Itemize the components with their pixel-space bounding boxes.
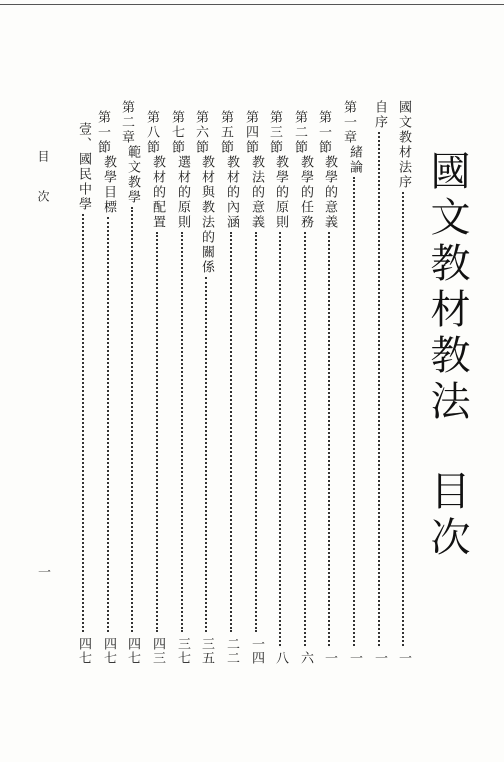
toc-entry-chapter: 第四節: [243, 110, 258, 155]
running-head: 目 次: [36, 150, 50, 214]
toc-entry[interactable]: [119, 100, 140, 665]
toc-entry-chapter: 第一節: [95, 110, 110, 155]
toc-entry[interactable]: [169, 110, 190, 665]
toc-entry[interactable]: [144, 110, 165, 665]
toc-leader: [378, 132, 380, 646]
toc-entry-title: 教材與教法的關係: [199, 155, 214, 275]
toc-entry-title: 教法的意義: [249, 155, 264, 230]
toc-entry-title: 國文教材法序: [396, 100, 411, 190]
toc-leader: [156, 232, 158, 632]
toc-leader: [402, 192, 404, 646]
toc-entry-chapter: 第一章: [341, 100, 356, 145]
toc-entry[interactable]: [95, 110, 116, 665]
toc-entry[interactable]: [371, 100, 387, 665]
toc-entry-page: 三七: [175, 637, 190, 665]
toc-entry-chapter: 第三節: [267, 110, 282, 155]
toc-leader: [353, 177, 355, 646]
toc-entry[interactable]: [75, 122, 91, 665]
toc-entry-title: 教學的任務: [298, 155, 313, 230]
toc-entry-page: 一: [347, 651, 362, 665]
toc-entry-page: 三五: [199, 637, 214, 665]
toc-entry-page: 二二: [224, 637, 239, 665]
toc-entry-title: 自序: [372, 100, 387, 130]
toc-entry-title: 教材的內涵: [224, 155, 239, 230]
toc-leader: [255, 232, 257, 632]
toc-entry-chapter: 第七節: [169, 110, 184, 155]
toc-leader: [107, 217, 109, 632]
toc-entry[interactable]: [193, 110, 214, 665]
toc-entry-page: 四三: [150, 637, 165, 665]
toc-entry[interactable]: [292, 110, 313, 665]
toc-entry-chapter: 第一節: [316, 110, 331, 155]
toc-entry-page: 八: [273, 651, 288, 665]
toc-entry-title: 教材的配置: [150, 155, 165, 230]
toc-entry-title: 範文教學: [125, 145, 140, 205]
contents-heading: 目次: [424, 470, 470, 562]
toc-entry-chapter: 第八節: [144, 110, 159, 155]
page-title: [424, 150, 470, 562]
toc-leader: [82, 214, 84, 632]
toc-entry-page: 四七: [76, 637, 91, 665]
toc-leader: [181, 232, 183, 632]
toc-entry-title: 壹、國民中學: [76, 122, 91, 212]
toc-entry[interactable]: [341, 100, 362, 665]
toc-entry-page: 一: [396, 651, 411, 665]
toc-entry-chapter: 第五節: [218, 110, 233, 155]
toc-entry-title: 教學的意義: [322, 155, 337, 230]
toc-entry-title: 緒論: [347, 145, 362, 175]
toc-entry-page: 四七: [101, 637, 116, 665]
toc-entry-page: 六: [298, 651, 313, 665]
toc-entry[interactable]: [218, 110, 239, 665]
toc-entry[interactable]: [395, 100, 411, 665]
toc-entry-page: 一: [372, 651, 387, 665]
toc-entry-chapter: 第二節: [292, 110, 307, 155]
toc-leader: [304, 232, 306, 646]
toc-entry-page: 四七: [125, 637, 140, 665]
toc-leader: [328, 232, 330, 646]
toc-entry-title: 選材的原則: [175, 155, 190, 230]
toc-leader: [205, 277, 207, 632]
toc-entry[interactable]: [243, 110, 264, 665]
toc-entry-chapter: 第六節: [193, 110, 208, 155]
toc-entry-chapter: 第二章: [119, 100, 134, 145]
toc-entry-title: 教學的原則: [273, 155, 288, 230]
toc-entry[interactable]: [316, 110, 337, 665]
toc-leader: [230, 232, 232, 632]
toc-leader: [131, 207, 133, 632]
toc-entry-page: 一四: [249, 637, 264, 665]
toc-leader: [279, 232, 281, 646]
toc-entry-title: 教學目標: [101, 155, 116, 215]
top-rule: [0, 4, 504, 5]
toc-entry[interactable]: [267, 110, 288, 665]
page-number: 一: [35, 565, 50, 578]
book-title: 國文教材教法: [424, 150, 470, 426]
toc-entry-page: 一: [322, 651, 337, 665]
